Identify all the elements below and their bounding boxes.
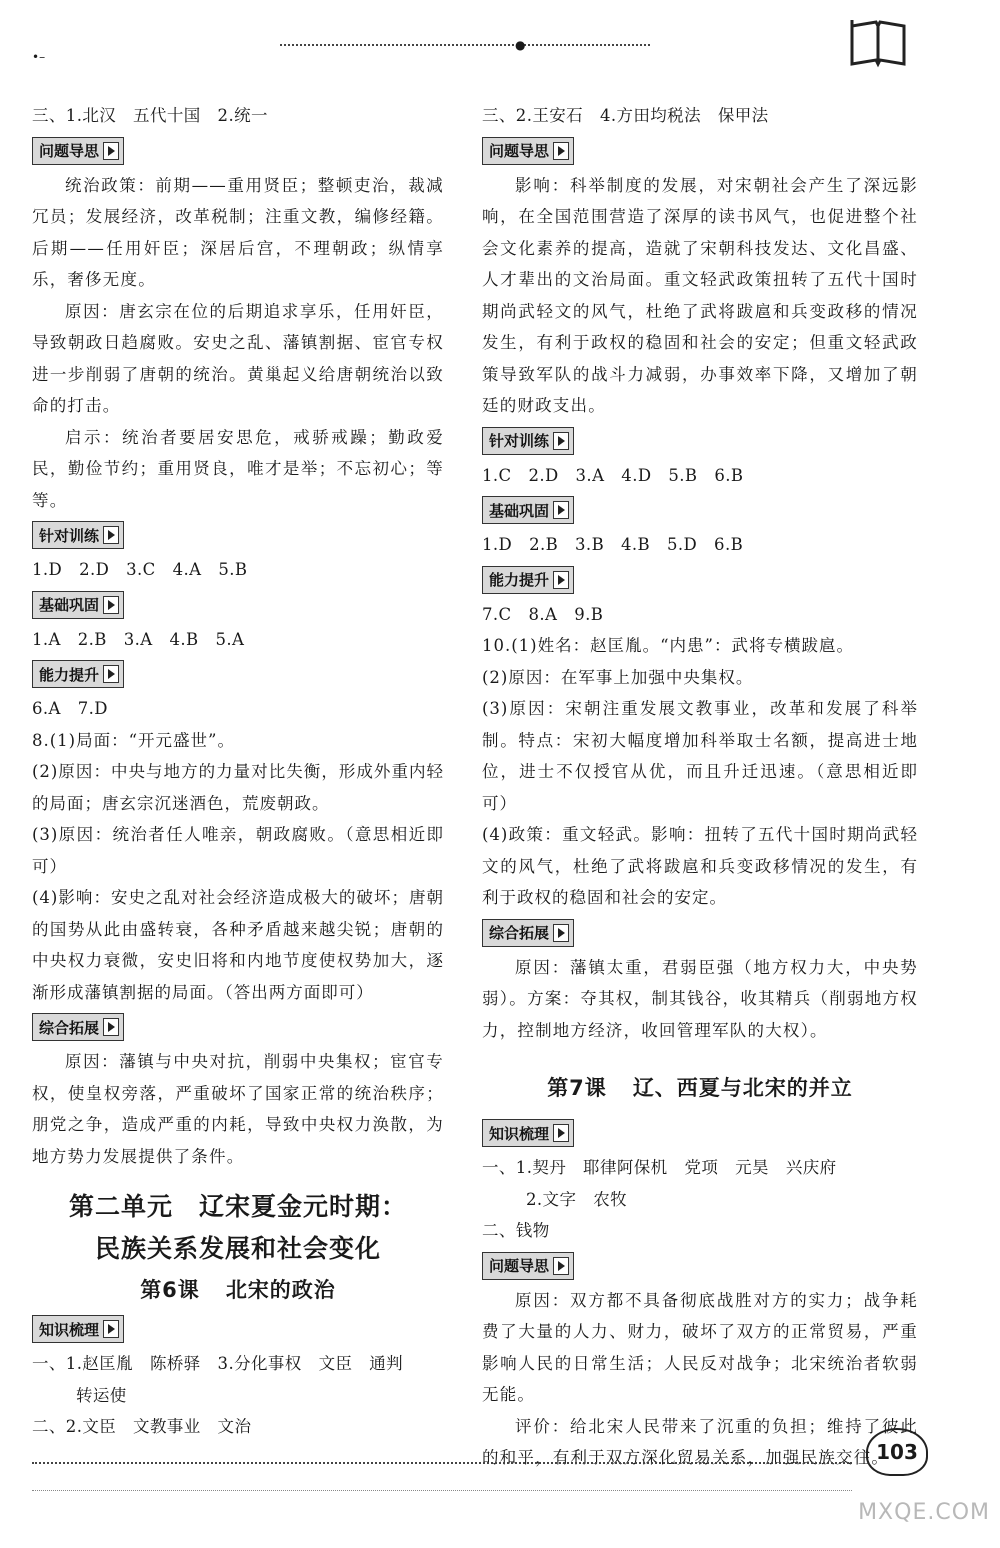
bottom-dotted-rule bbox=[32, 1462, 852, 1464]
arrow-icon bbox=[553, 924, 569, 942]
answer-line: 二、2.文臣 文教事业 文治 bbox=[32, 1417, 252, 1436]
answer-line: 三、1.北汉 五代十国 2.统一 bbox=[32, 106, 268, 125]
page-number: 103 bbox=[866, 1428, 928, 1476]
arrow-icon bbox=[103, 142, 119, 160]
paragraph: 原因：藩镇太重，君弱臣强（地方权力大，中央势弱）。方案：夺其权，制其钱谷，收其精兵（削弱地方权力，控制地方经济，收回管理军队的大权）。 bbox=[482, 957, 918, 1040]
section-label: 问题导思 bbox=[482, 1252, 574, 1280]
section-label: 知识梳理 bbox=[482, 1119, 574, 1147]
arrow-icon bbox=[103, 596, 119, 614]
section-label: 针对训练 bbox=[32, 521, 124, 549]
top-rule-dot: ● bbox=[515, 38, 526, 52]
answer-line: 三、2.王安石 4.方田均税法 保甲法 bbox=[482, 106, 769, 125]
section-label: 能力提升 bbox=[482, 566, 574, 594]
right-column bbox=[482, 100, 918, 1474]
answer-line: 1.D 2.D 3.C 4.A 5.B bbox=[32, 560, 248, 579]
left-column bbox=[32, 100, 444, 1443]
arrow-icon bbox=[103, 1320, 119, 1338]
section-label: 综合拓展 bbox=[482, 919, 574, 947]
question-8: 8.(1)局面：“开元盛世”。 (2)原因：中央与地方的力量对比失衡，形成外重内轻的局面；唐玄宗沉迷酒色，荒废朝政。 (3)原因：统治者任人唯亲，朝政腐败。（意思相近即可） (4)影响：安史之乱对社会经济造成极大的破坏；唐朝的国势从此由盛转衰，各种矛盾越来越尖锐；唐朝的中央权力衰微，安史旧将和内地节度使权势加大，逐渐形成藩镇割据的局面。（答出两方面即可） bbox=[32, 730, 444, 1002]
unit-title: 民族关系发展和社会变化 bbox=[94, 1234, 381, 1263]
bottom-dotted-rule bbox=[32, 1490, 852, 1491]
arrow-icon bbox=[553, 571, 569, 589]
section-label: 问题导思 bbox=[32, 137, 124, 165]
answer-line: 1.C 2.D 3.A 4.D 5.B 6.B bbox=[482, 465, 744, 485]
answer-line: 转运使 bbox=[76, 1385, 127, 1405]
arrow-icon bbox=[553, 142, 569, 160]
section-label: 能力提升 bbox=[32, 660, 124, 688]
section-label: 问题导思 bbox=[482, 137, 574, 165]
section-label: 针对训练 bbox=[482, 427, 574, 455]
paragraph: 原因：藩镇与中央对抗，削弱中央集权；宦官专权，使皇权旁落，严重破坏了国家正常的统治秩序；朋党之争，造成严重的内耗，导致中央权力涣散，为地方势力发展提供了条件。 bbox=[32, 1052, 444, 1166]
unit-title: 第二单元 辽宋夏金元时期： bbox=[68, 1192, 407, 1221]
answer-line: 1.D 2.B 3.B 4.B 5.D 6.B bbox=[482, 535, 744, 554]
answer-line: 7.C 8.A 9.B bbox=[482, 604, 604, 624]
arrow-icon bbox=[103, 665, 119, 683]
answer-line: 一、1.赵匡胤 陈桥驿 3.分化事权 文臣 通判 bbox=[32, 1354, 404, 1373]
answer-line: 6.A 7.D bbox=[32, 699, 108, 718]
lesson-title: 第6课 北宋的政治 bbox=[140, 1278, 336, 1302]
arrow-icon bbox=[553, 1257, 569, 1275]
answer-line: 2.文字 农牧 bbox=[526, 1189, 628, 1209]
arrow-icon bbox=[103, 1018, 119, 1036]
section-label: 基础巩固 bbox=[482, 496, 574, 524]
answer-line: 二、钱物 bbox=[482, 1221, 550, 1240]
question-10: 10.(1)姓名：赵匡胤。“内患”：武将专横跋扈。 (2)原因：在军事上加强中央集权。 (3)原因：宋朝注重发展文教事业，改革和发展了科举制。特点：宋初大幅度增加科举取士名额，提高进士地位，进士不仅授官从优，而且升迁迅速。（意思相近即可） (4)政策：重文轻武。影响：扭转了五代十国时期尚武轻文的风气，杜绝了武将跋扈和兵变政移情况的发生，有利于政权的稳固和社会的安定。 bbox=[482, 636, 918, 907]
answer-line: 一、1.契丹 耶律阿保机 党项 元昊 兴庆府 bbox=[482, 1158, 837, 1177]
answer-line: 1.A 2.B 3.A 4.B 5.A bbox=[32, 629, 245, 649]
arrow-icon bbox=[553, 432, 569, 450]
section-label: 基础巩固 bbox=[32, 591, 124, 619]
section-label: 综合拓展 bbox=[32, 1013, 124, 1041]
watermark: MXQE.COM bbox=[858, 1500, 990, 1525]
arrow-icon bbox=[553, 1124, 569, 1142]
lesson-title: 第7课 辽、西夏与北宋的并立 bbox=[547, 1076, 853, 1100]
section-label: 知识梳理 bbox=[32, 1315, 124, 1343]
arrow-icon bbox=[103, 526, 119, 544]
top-dotted-rule bbox=[280, 44, 650, 46]
open-book-icon bbox=[848, 14, 908, 70]
paragraph: 原因：双方都不具备彻底战胜对方的实力；战争耗费了大量的人力、财力，破坏了双方的正常贸易，严重影响人民的日常生活；人民反对战争；北宋统治者软弱无能。 评价：给北宋人民带来了沉重的负担；维持了彼此的和平，有利于双方深化贸易关系，加强民族交往。 bbox=[482, 1290, 918, 1467]
paragraph: 影响：科举制度的发展，对宋朝社会产生了深远影响，在全国范围营造了深厚的读书风气，也促进整个社会文化素养的提高，造就了宋朝科技发达、文化昌盛、人才辈出的文治局面。重文轻武政策扭转了五代十国时期尚武轻文的风气，杜绝了武将跋扈和兵变政移的情况发生，有利于政权的稳固和社会的安定；但重文轻武政策导致军队的战斗力减弱，办事效率下降，又增加了朝廷的财政支出。 bbox=[482, 175, 918, 415]
paragraph: 统治政策：前期——重用贤臣；整顿吏治，裁减冗员；发展经济，改革税制；注重文教，编修经籍。后期——任用奸臣；深居后宫，不理朝政；纵情享乐，奢侈无度。 原因：唐玄宗在位的后期追求享乐，任用奸臣，导致朝政日趋腐败。安史之乱、藩镇割据、宦官专权进一步削弱了唐朝的统治。黄巢起义给唐朝统治以致命的打击。 启示：统治者要居安思危，戒骄戒躁；勤政爱民，勤俭节约；重用贤良，唯才是举；不忘初心；等等。 bbox=[32, 175, 444, 510]
arrow-icon bbox=[553, 501, 569, 519]
corner-mark: •– bbox=[32, 50, 46, 64]
